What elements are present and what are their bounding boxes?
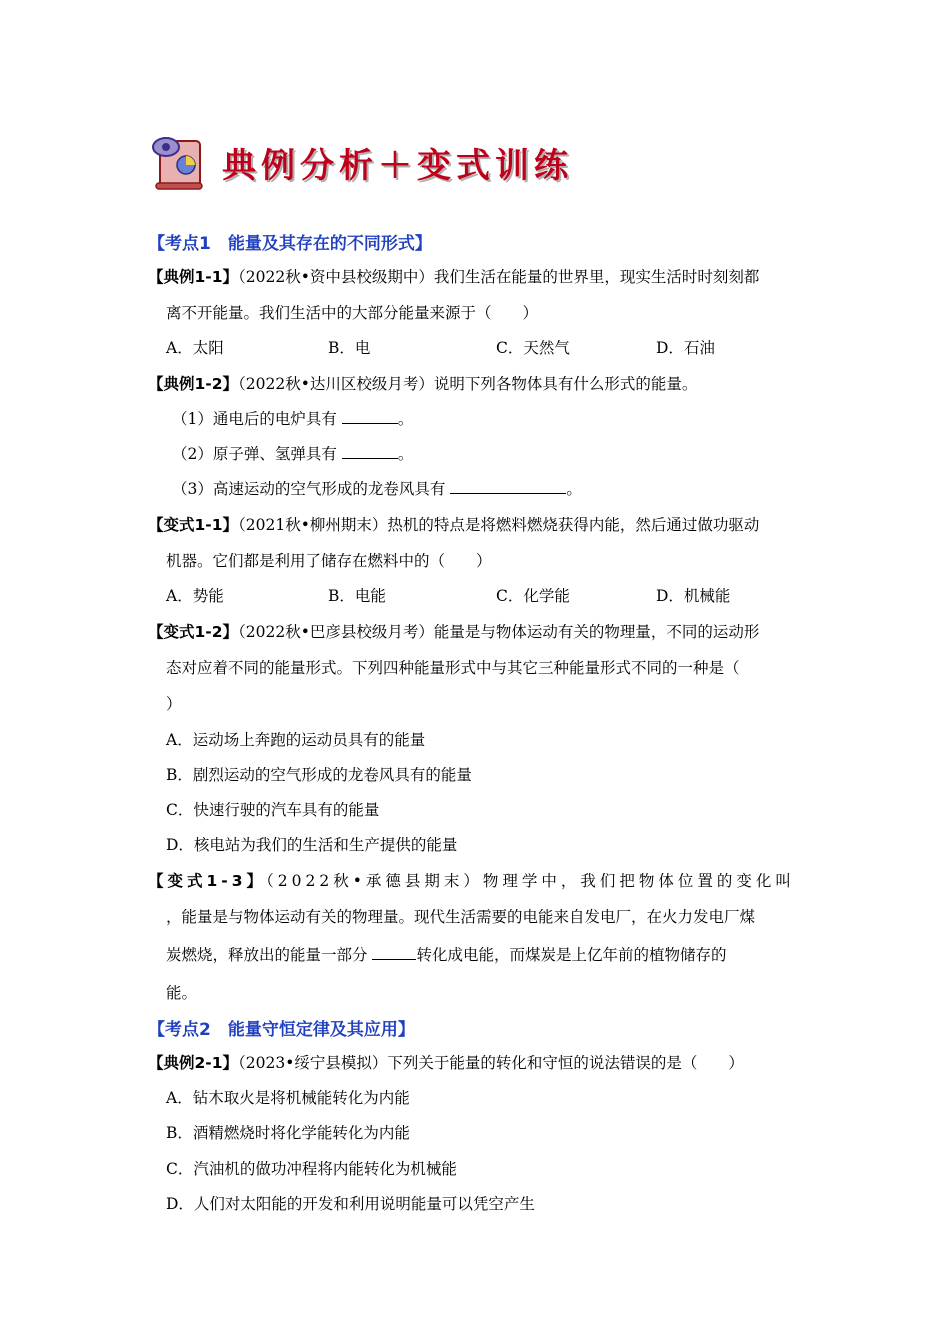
question-text-line <box>166 943 726 965</box>
question-1-1 <box>148 265 759 287</box>
banner-title: 典例分析＋变式训练 <box>222 146 573 186</box>
sub-question-3 <box>172 477 582 499</box>
question-2-1 <box>148 1051 744 1073</box>
question-tag: 【典例2-1】 <box>148 1054 239 1072</box>
answer-blank[interactable] <box>450 479 566 494</box>
option-c: C．汽油机的做功冲程将内能转化为机械能 <box>166 1160 457 1178</box>
option-d: D．人们对太阳能的开发和利用说明能量可以凭空产生 <box>166 1195 535 1213</box>
question-text: （2022秋•承德县期末）物理学中，我们把物体位置的变化叫 <box>266 872 795 890</box>
sub-question-text: （1）通电后的电炉具有 <box>172 410 337 428</box>
question-tag: 【变式1-1】 <box>148 516 239 534</box>
question-text-line: 能。 <box>166 984 198 1002</box>
option-d: D．石油 <box>656 339 715 357</box>
sub-question-1 <box>172 407 413 429</box>
answer-blank[interactable] <box>372 945 416 960</box>
question-text: （2022秋•巴彦县校级月考）能量是与物体运动有关的物理量，不同的运动形 <box>238 623 760 641</box>
question-text: （2023•绥宁县模拟）下列关于能量的转化和守恒的说法错误的是（ ） <box>238 1054 744 1072</box>
sub-question-text: （3）高速运动的空气形成的龙卷风具有 <box>172 480 446 498</box>
option-b: B．酒精燃烧时将化学能转化为内能 <box>166 1124 410 1142</box>
sub-question-end: 。 <box>397 410 414 428</box>
section-heading-2: 【考点2 能量守恒定律及其应用】 <box>148 1020 415 1040</box>
option-c: C．化学能 <box>496 587 570 605</box>
sub-question-2 <box>172 442 413 464</box>
question-text-line: ，能量是与物体运动有关的物理量。现代生活需要的电能来自发电厂，在火力发电厂煤 <box>166 908 756 926</box>
option-a: A．势能 <box>166 587 224 605</box>
question-text: （2022秋•资中县校级期中）我们生活在能量的世界里，现实生活时时刻刻都 <box>238 268 760 286</box>
question-text-line: 态对应着不同的能量形式。下列四种能量形式中与其它三种能量形式不同的一种是（ <box>166 659 740 677</box>
answer-blank[interactable] <box>342 409 398 424</box>
question-text-line: ） <box>166 695 182 713</box>
banner-scroll-icon <box>150 133 210 191</box>
question-1-2 <box>148 372 697 394</box>
option-c: C．快速行驶的汽车具有的能量 <box>166 801 380 819</box>
question-text: （2022秋•达川区校级月考）说明下列各物体具有什么形式的能量。 <box>238 375 698 393</box>
question-tag: 【典例1-2】 <box>148 375 239 393</box>
question-tag: 【变式1-2】 <box>148 623 239 641</box>
sub-question-end: 。 <box>566 480 582 498</box>
option-a: A．太阳 <box>166 339 224 357</box>
question-1-2-variant <box>148 620 759 642</box>
option-a: A．钻木取火是将机械能转化为内能 <box>166 1089 410 1107</box>
option-a: A．运动场上奔跑的运动员具有的能量 <box>166 731 426 749</box>
question-1-3-variant <box>148 869 795 891</box>
section-heading-1: 【考点1 能量及其存在的不同形式】 <box>148 234 432 254</box>
question-tag: 【典例1-1】 <box>148 268 239 286</box>
option-d: D．机械能 <box>656 587 731 605</box>
option-b: B．电 <box>328 339 371 357</box>
sub-question-text: （2）原子弹、氢弹具有 <box>172 445 337 463</box>
sub-question-end: 。 <box>397 445 414 463</box>
option-d: D．核电站为我们的生活和生产提供的能量 <box>166 836 458 854</box>
answer-blank[interactable] <box>342 444 398 459</box>
question-1-1-variant <box>148 513 759 535</box>
option-b: B．剧烈运动的空气形成的龙卷风具有的能量 <box>166 766 472 784</box>
question-text: 转化成电能，而煤炭是上亿年前的植物储存的 <box>416 946 727 964</box>
question-tag: 【变式1-3】 <box>148 872 267 890</box>
question-text: 炭燃烧，释放出的能量一部分 <box>166 946 368 964</box>
question-text: （2021秋•柳州期末）热机的特点是将燃料燃烧获得内能，然后通过做功驱动 <box>238 516 760 534</box>
question-text-line: 机器。它们都是利用了储存在燃料中的（ ） <box>166 552 492 570</box>
question-text-line: 离不开能量。我们生活中的大部分能量来源于（ ） <box>166 304 539 322</box>
option-c: C．天然气 <box>496 339 570 357</box>
option-b: B．电能 <box>328 587 386 605</box>
